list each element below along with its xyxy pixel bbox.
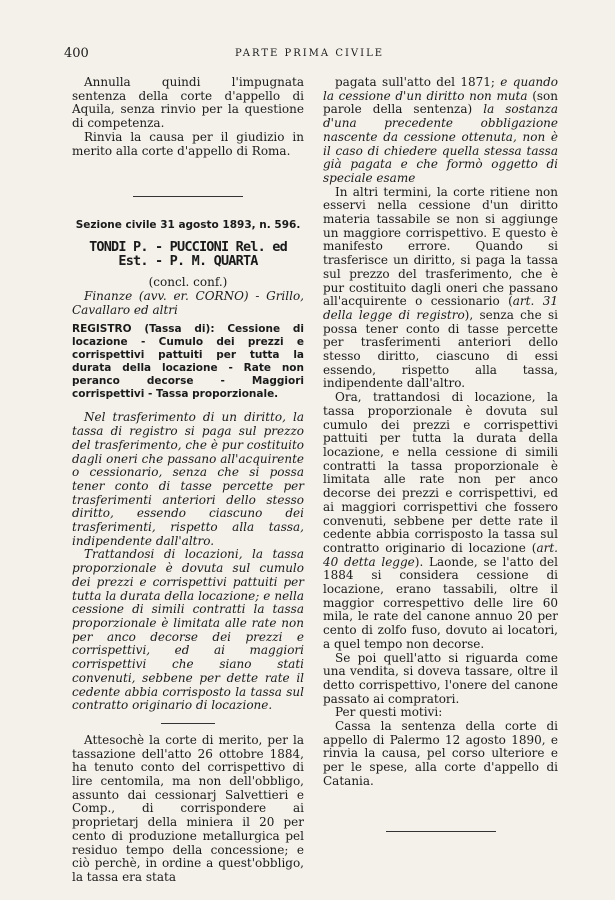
paragraph bbox=[323, 186, 558, 392]
conclusions-note: (concl. conf.) bbox=[148, 275, 228, 290]
paragraph: Attesochè la corte di merito, per la tassazione dell'atto 26 ottobre 1884, ha tenuto conto del corrispettivo di lire centomila, ma non dell'obbligo, assunto dai cessionarj Salvettieri e Comp., di corrispondere ai proprietarj della miniera il 20 per cento di produzione metallurgica pel residuo tempo della concessione; e ciò perchè, in ordine a quest'obbligo, la tassa era stata bbox=[72, 732, 304, 884]
end-divider bbox=[386, 831, 496, 832]
massima-paragraph: Nel trasferimento di un diritto, la tassa di registro si paga sul prezzo del trasferimento, che è pur costituito dagli oneri che passano all'acquirente o cessionario, senza che si possa tener conto di tasse percette per trasferimenti anteriori dello stesso diritto, essendo ciascuno dei trasferimenti, rispetto alla tassa, indipendente dall'altro. bbox=[72, 410, 304, 548]
section-heading: Sezione civile 31 agosto 1893, n. 596. bbox=[75, 219, 301, 232]
paragraph bbox=[323, 76, 558, 186]
text-run: In altri termini, la corte ritiene non esservi nella cessione d'un diritto materia tassabile se non si aggiunge un maggiore corrispettivo. E questo è manifesto errore. Quando si trasferisce un diritto, si paga la tassa sul prezzo del trasferimento, che è pur costituito dagli oneri che passano all'acquirente o cessionario ( bbox=[323, 184, 558, 309]
right-column bbox=[323, 76, 558, 832]
massima-heading: REGISTRO (Tassa di): Cessione di locazione - Cumulo dei prezzi e corrispettivi pattuiti per tutta la durata della locazione - Rate non peranco decorse - Maggiori corrispettivi - Tassa proporzionale. bbox=[72, 323, 304, 401]
text-run: ), senza che si possa tener conto di tasse percette per trasferimenti anteriori dello stesso diritto, ciascuno di essi essendo, rispetto alla tassa, indipendente dall'altro. bbox=[323, 307, 559, 391]
page-number: 400 bbox=[64, 46, 89, 61]
massima-paragraph: Trattandosi di locazioni, la tassa proporzionale è dovuta sul cumulo dei prezzi e corrispettivi pattuiti per tutta la durata della locazione; e nella cessione di simili contratti la tassa proporzionale è limitata alle rate non per anco decorse dei prezzi e corrispettivi, ed ai maggiori corrispettivi che siano stati convenuti, sebbene per dette rate il cedente abbia corrisposto la tassa sul contratto originario di locazione. bbox=[72, 547, 304, 713]
paragraph: Se poi quell'atto si riguarda come una vendita, si doveva tassare, oltre il detto corrispettivo, l'onere del canone passato ai compratori. bbox=[323, 650, 558, 706]
parties-line: Finanze (avv. er. CORNO) - Grillo, Cavallaro ed altri bbox=[72, 289, 304, 317]
left-column bbox=[72, 76, 304, 885]
law-reference: art. 40 detta legge bbox=[323, 540, 558, 569]
text-run: pagata sull'atto del 1871; bbox=[335, 75, 501, 89]
law-reference: art. 31 della legge di registro bbox=[323, 294, 558, 322]
quoted-text: la sostanza d'una precedente obbligazione nascente da cessione ottenuta, non è il caso di chiedere quella stessa tassa già pagata e che formò oggetto di speciale esame bbox=[323, 102, 558, 185]
judges-line: TONDI P. - PUCCIONI Rel. ed Est. - P. M. QUARTA bbox=[89, 238, 287, 269]
short-divider bbox=[161, 723, 215, 724]
quoted-text: e quando la cessione d'un diritto non muta bbox=[323, 75, 558, 103]
page-header bbox=[64, 46, 555, 64]
paragraph: Per questi motivi: bbox=[335, 705, 443, 720]
running-title: PARTE PRIMA CIVILE bbox=[234, 48, 385, 59]
section-divider bbox=[133, 196, 243, 197]
text-run: Ora, trattandosi di locazione, la tassa proporzionale è dovuta sul cumulo dei prezzi e corrispettivi pattuiti per tutta la durata della locazione, e nella cessione di simili contratti la tassa proporzionale è limitata alle rate non per anco decorse dei prezzi e corrispettivi, ed ai maggiori corrispettivi che fossero convenuti, sebbene per dette rate il cedente abbia corrisposto la tassa sul contratto originario di locazione ( bbox=[323, 390, 558, 555]
text-run: ). Laonde, se l'atto del 1884 si considera cessione di locazione, erano tassabili, oltre il maggior correspettivo delle lire 60 mila, le rate del canone annuo 20 per cento di zolfo fuso, dovuto ai locatori, a quel tempo non decorse. bbox=[323, 554, 558, 651]
paragraph: Annulla quindi l'impugnata sentenza della corte d'appello di Aquila, senza rinvio per la questione di competenza. bbox=[72, 75, 304, 131]
text-run: (son parole della sentenza) bbox=[323, 88, 559, 117]
paragraph bbox=[323, 391, 558, 651]
paragraph: Rinvia la causa per il giudizio in merito alla corte d'appello di Roma. bbox=[72, 129, 304, 158]
ruling-paragraph: Cassa la sentenza della corte di appello di Palermo 12 agosto 1890, e rinvia la causa, pel corso ulteriore e per le spese, alla corte d'appello di Catania. bbox=[323, 719, 558, 788]
